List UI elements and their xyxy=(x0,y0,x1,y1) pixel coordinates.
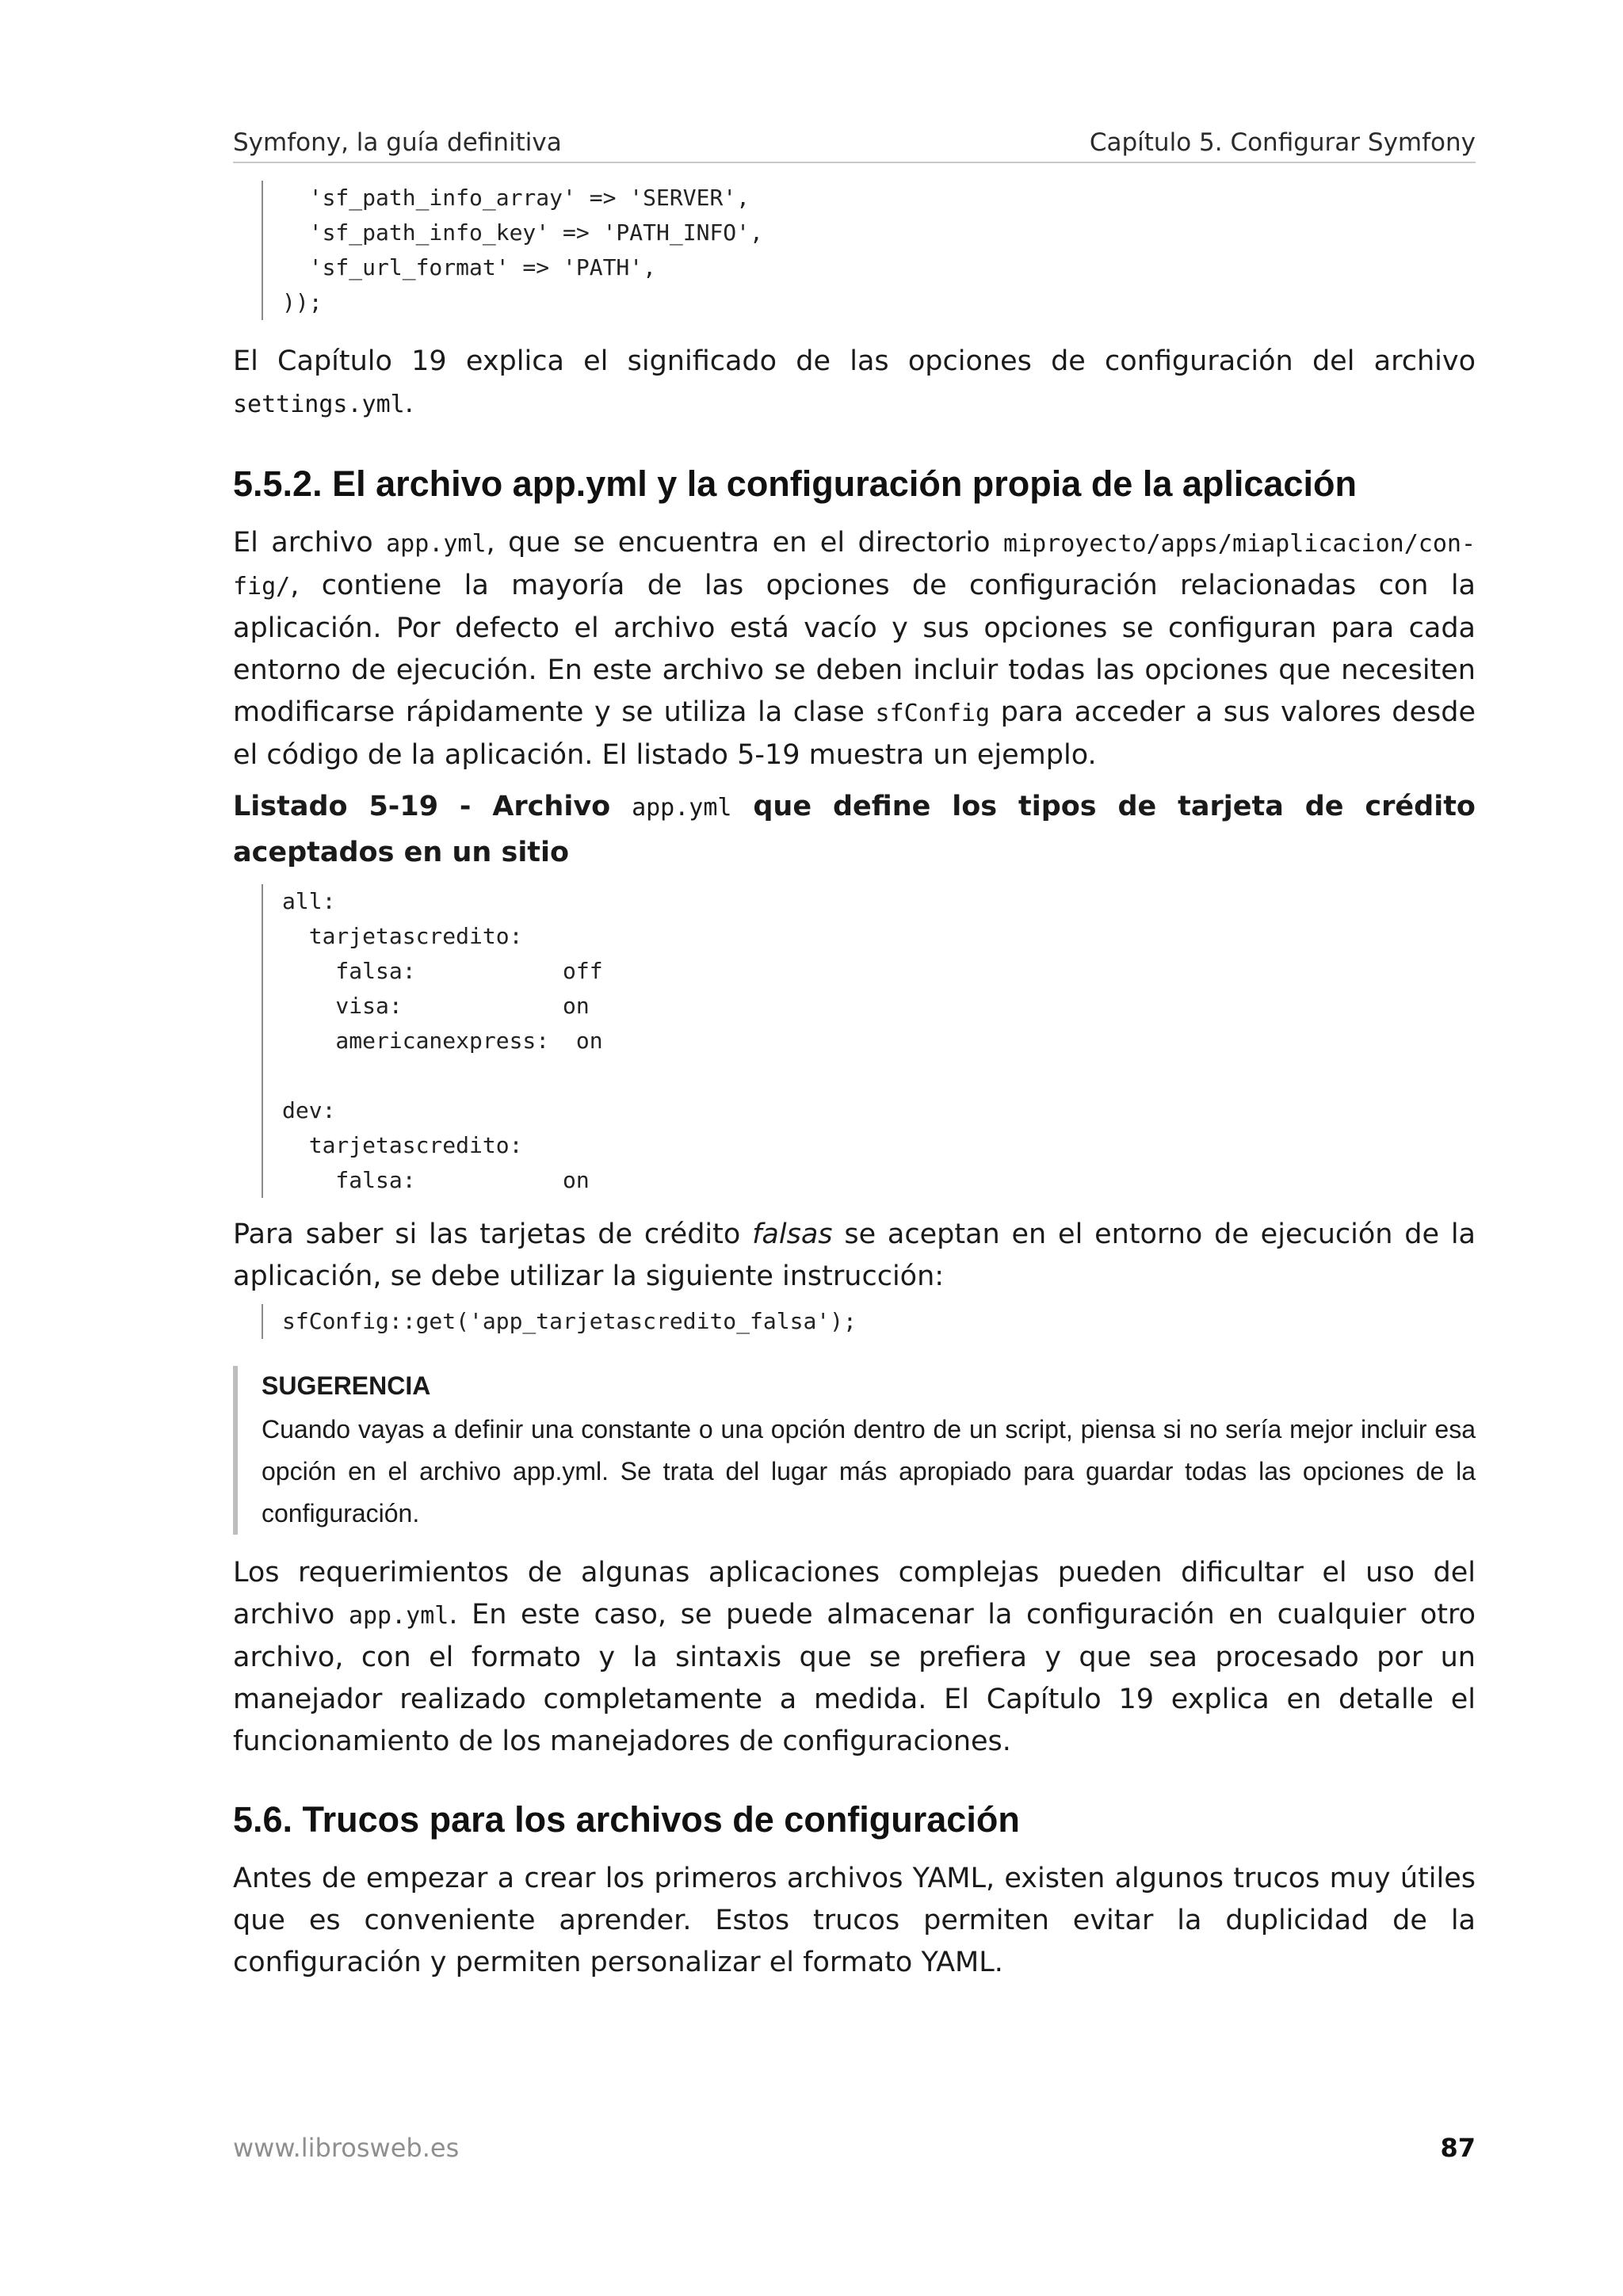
paragraph-requirements xyxy=(233,1552,1476,1763)
paragraph-text: , que se encuentra en el directorio xyxy=(486,527,1003,559)
paragraph-settings xyxy=(233,341,1476,425)
paragraph-text: se aceptan en el entorno de ejecución de la aplicación, se debe utilizar la siguiente instrucción: xyxy=(233,1219,1476,1292)
section-heading-5-5-2: 5.5.2. El archivo app.yml y la configuración propia de la aplicación xyxy=(233,463,1357,504)
paragraph-text: El archivo xyxy=(233,527,387,559)
code-block-settings: 'sf_path_info_array' => 'SERVER', 'sf_path_info_key' => 'PATH_INFO', 'sf_url_format' => 'PATH', )); xyxy=(262,181,1476,320)
tip-title: SUGERENCIA xyxy=(262,1371,431,1400)
inline-code: app.yml xyxy=(632,794,732,822)
emphasis-text: falsas xyxy=(752,1219,833,1250)
paragraph-text: , contiene la mayoría de las opciones de configuración relacionadas con la aplicación. Por defecto el archivo está vacío y sus opciones se configuran para cada entorno de ejecución. En este archivo se deben incluir todas las opciones que necesiten modificarse rápidamente y se utiliza la clase xyxy=(233,570,1476,728)
inline-code: sfConfig xyxy=(875,700,991,727)
paragraph-text: El Capítulo 19 explica el significado de las opciones de configuración del archivo xyxy=(233,345,1476,377)
inline-code: miproyecto/apps/miaplicacion/con-fig/ xyxy=(233,530,1476,601)
paragraph-text: . xyxy=(404,387,414,419)
header-chapter-title: Capítulo 5. Configurar Symfony xyxy=(1089,128,1476,157)
paragraph-text: para acceder a sus valores desde el código de la aplicación. El listado 5-19 muestra un ejemplo. xyxy=(233,696,1476,771)
paragraph-text: Para saber si las tarjetas de crédito xyxy=(233,1219,753,1250)
inline-code: app.yml xyxy=(348,1602,449,1630)
section-heading-5-6: 5.6. Trucos para los archivos de configuración xyxy=(233,1799,1020,1840)
listing-caption-text: que define los tipos de tarjeta de crédito aceptados en un sitio xyxy=(233,791,1476,868)
listing-caption-text: Listado 5-19 - Archivo xyxy=(233,791,632,822)
tip-box xyxy=(233,1366,1476,1535)
inline-code: settings.yml xyxy=(233,391,405,418)
footer-url[interactable]: www.librosweb.es xyxy=(233,2133,460,2163)
header-book-title: Symfony, la guía definitiva xyxy=(233,128,562,157)
page-number: 87 xyxy=(1440,2133,1476,2163)
paragraph-text: Los requerimientos de algunas aplicaciones complejas pueden dificultar el uso del archivo xyxy=(233,1557,1476,1630)
paragraph-tricks: Antes de empezar a crear los primeros archivos YAML, existen algunos trucos muy útiles que es conveniente aprender. Estos trucos permiten evitar la duplicidad de la configuración y permiten personalizar el formato YAML. xyxy=(233,1863,1476,1978)
paragraph-app-yml xyxy=(233,522,1476,776)
code-block-yaml: all: tarjetascredito: falsa: off visa: on americanexpress: on dev: tarjetascredito: falsa: on xyxy=(262,884,1476,1198)
tip-body: Cuando vayas a definir una constante o una opción dentro de un script, piensa si no sería mejor incluir esa opción en el archivo app.yml. Se trata del lugar más apropiado para guardar todas las opciones de la configuración. xyxy=(262,1415,1476,1527)
running-header xyxy=(233,119,1476,163)
paragraph-falsas xyxy=(233,1214,1476,1298)
paragraph-text: . En este caso, se puede almacenar la configuración en cualquier otro archivo, con el formato y la sintaxis que se prefiera y que sea procesado por un manejador realizado completamente a medida. El Capítulo 19 explica en detalle el funcionamiento de los manejadores de configuraciones. xyxy=(233,1599,1476,1757)
code-block-sfconfig: sfConfig::get('app_tarjetascredito_falsa'); xyxy=(262,1304,1476,1339)
page-footer xyxy=(233,2133,1476,2163)
listing-caption xyxy=(233,784,1476,875)
page-content xyxy=(233,181,1476,1984)
inline-code: app.yml xyxy=(386,530,487,558)
